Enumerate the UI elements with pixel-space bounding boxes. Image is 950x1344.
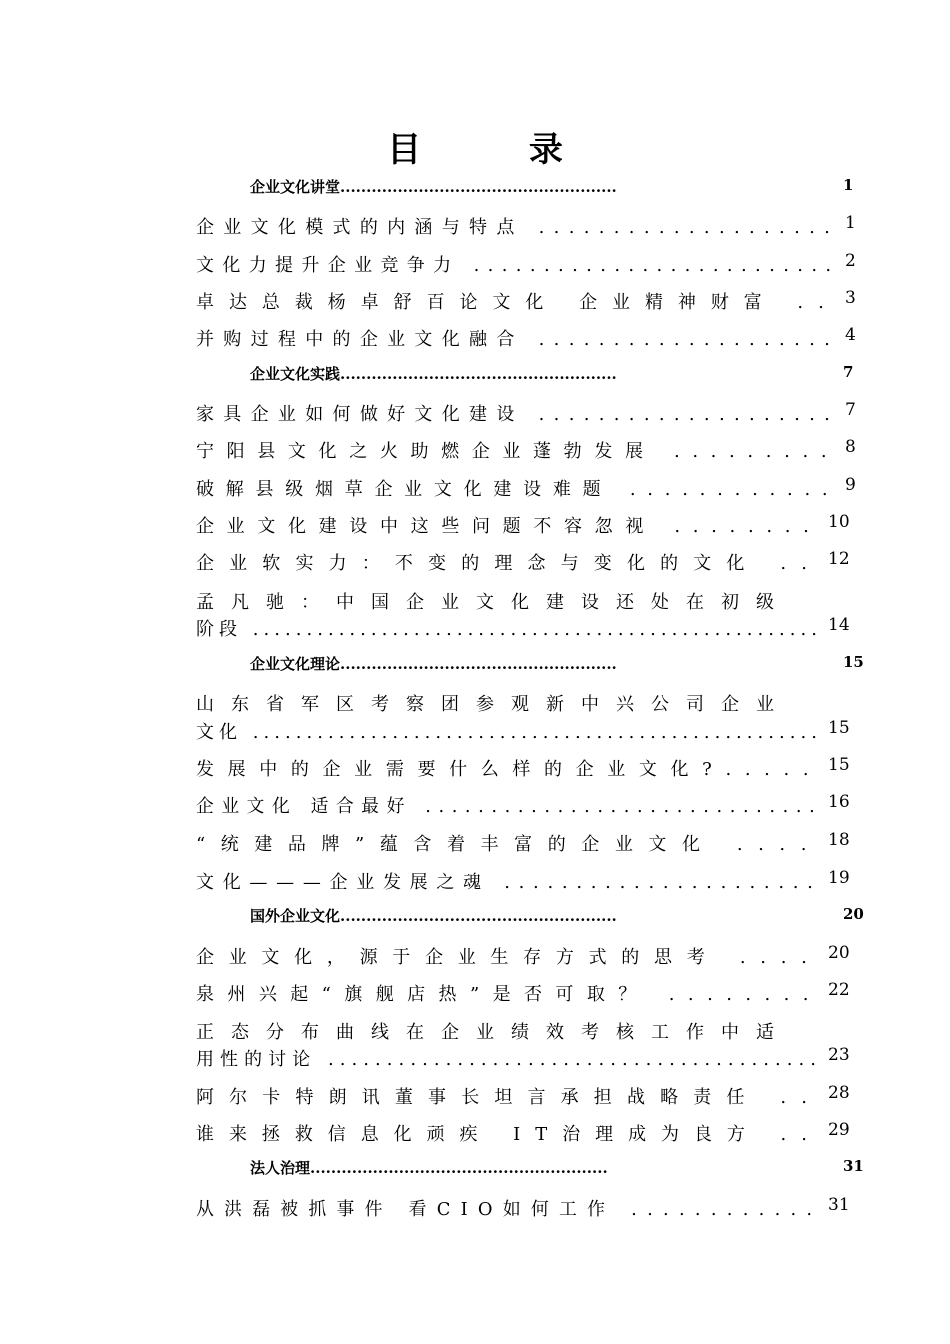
toc-page-number: 9 [845, 475, 856, 495]
toc-page-number: 2 [845, 251, 856, 271]
toc-entry-label: 谁来拯救信息化顽疾 IT治理成为良方 .. [196, 1124, 822, 1145]
toc-page-number: 22 [828, 980, 850, 1000]
toc-entry[interactable] [0, 943, 950, 968]
toc-entry-label: 从洪磊被抓事件 看CIO如何工作 ............ [196, 1199, 823, 1220]
toc-page-number: 8 [845, 437, 856, 457]
toc-page-number: 7 [843, 363, 854, 381]
toc-page-number: 18 [828, 830, 850, 850]
toc-entry[interactable] [0, 549, 950, 574]
toc-entry[interactable] [0, 868, 950, 893]
toc-entry[interactable] [0, 690, 950, 715]
toc-page-number: 14 [828, 615, 850, 635]
toc-entry-label: 法人治理......................................................... [250, 1159, 608, 1177]
toc-entry[interactable] [0, 288, 950, 313]
toc-page-number: 15 [843, 653, 864, 671]
toc-entry-label: 文化力提升企业竞争力 .......................... [196, 255, 840, 276]
toc-entry-label: 宁阳县文化之火助燃企业蓬勃发展 ......... [196, 441, 840, 462]
toc-entry[interactable] [0, 615, 950, 640]
toc-section-heading[interactable] [0, 1157, 950, 1179]
toc-entry-label: 孟凡驰：中国企业文化建设还处在初级 [196, 592, 791, 613]
toc-entry-label: 卓达总裁杨卓舒百论文化 企业精神财富 .. [196, 292, 839, 313]
toc-entry[interactable] [0, 830, 950, 855]
page-title: 目 录 [387, 130, 611, 170]
toc-entry[interactable] [0, 1018, 950, 1043]
toc-entry-label: 阶段 ..................................................... [196, 619, 822, 640]
toc-entry-label: 企业文化模式的内涵与特点 .................... [196, 217, 840, 238]
toc-entry[interactable] [0, 588, 950, 613]
toc-page-number: 20 [828, 943, 850, 963]
toc-page-number: 12 [828, 549, 850, 569]
toc-entry-label: 破解县级烟草企业文化建设难题 ............ [196, 479, 840, 500]
toc-entry-label: 企业软实力：不变的理念与变化的文化 .. [196, 553, 823, 574]
toc-page-number: 3 [845, 288, 856, 308]
toc-page-number: 4 [845, 325, 856, 345]
toc-entry[interactable] [0, 718, 950, 743]
toc-entry-label: 国外企业文化..................................................... [250, 907, 617, 925]
toc-entry[interactable] [0, 475, 950, 500]
toc-entry[interactable] [0, 512, 950, 537]
toc-page-number: 31 [843, 1157, 864, 1175]
toc-section-heading[interactable] [0, 176, 950, 198]
toc-section-heading[interactable] [0, 363, 950, 385]
toc-entry-label: 企业文化建设中这些问题不容忽视 ........ [196, 516, 822, 537]
toc-page-number: 1 [845, 213, 856, 233]
toc-entry[interactable] [0, 251, 950, 276]
toc-page-number: 15 [828, 755, 850, 775]
toc-page-number: 1 [843, 176, 854, 194]
toc-entry-label: 文化 ..................................................... [196, 722, 822, 743]
toc-entry[interactable] [0, 792, 950, 817]
toc-entry-label: 企业文化理论..................................................... [250, 655, 617, 673]
toc-entry-label: 泉州兴起“旗舰店热”是否可取？ ........ [196, 984, 822, 1005]
toc-page-number: 19 [828, 868, 850, 888]
toc-entry-label: “统建品牌”蕴含着丰富的企业文化 .... [196, 834, 823, 855]
toc-entry-label: 阿尔卡特朗讯董事长坦言承担战略责任 .. [196, 1087, 823, 1108]
toc-entry[interactable] [0, 213, 950, 238]
toc-entry[interactable] [0, 400, 950, 425]
toc-entry-label: 文化———企业发展之魂 ...................... [196, 872, 822, 893]
toc-page-number: 31 [828, 1195, 850, 1215]
toc-entry[interactable] [0, 325, 950, 350]
toc-entry-label: 企业文化实践..................................................... [250, 365, 617, 383]
toc-entry[interactable] [0, 1195, 950, 1220]
toc-entry[interactable] [0, 437, 950, 462]
toc-page-number: 10 [828, 512, 850, 532]
toc-page-number: 15 [828, 718, 850, 738]
toc-page-number: 29 [828, 1120, 850, 1140]
toc-entry-label: 并购过程中的企业文化融合 .................... [196, 329, 840, 350]
toc-entry[interactable] [0, 980, 950, 1005]
toc-entry[interactable] [0, 1083, 950, 1108]
toc-entry-label: 企业文化，源于企业生存方式的思考 .... [196, 947, 822, 968]
toc-page-number: 7 [845, 400, 856, 420]
toc-entry-label: 家具企业如何做好文化建设 .................... [196, 404, 840, 425]
toc-section-heading[interactable] [0, 905, 950, 927]
toc-page-number: 20 [843, 905, 864, 923]
toc-entry-label: 企业文化讲堂..................................................... [250, 178, 617, 196]
toc-entry-label: 用性的讨论 .......................................... [196, 1049, 823, 1070]
toc-entry-label: 山东省军区考察团参观新中兴公司企业 [196, 694, 791, 715]
toc-entry[interactable] [0, 1120, 950, 1145]
toc-page-number: 16 [828, 792, 850, 812]
toc-entry[interactable] [0, 755, 950, 780]
toc-entry-label: 发展中的企业需要什么样的企业文化?..... [196, 759, 823, 780]
toc-page-number: 23 [828, 1045, 850, 1065]
toc-entry[interactable] [0, 1045, 950, 1070]
toc-entry-label: 企业文化 适合最好 .............................. [196, 796, 823, 817]
toc-page-number: 28 [828, 1083, 850, 1103]
toc-section-heading[interactable] [0, 653, 950, 675]
toc-entry-label: 正态分布曲线在企业绩效考核工作中适 [196, 1022, 791, 1043]
